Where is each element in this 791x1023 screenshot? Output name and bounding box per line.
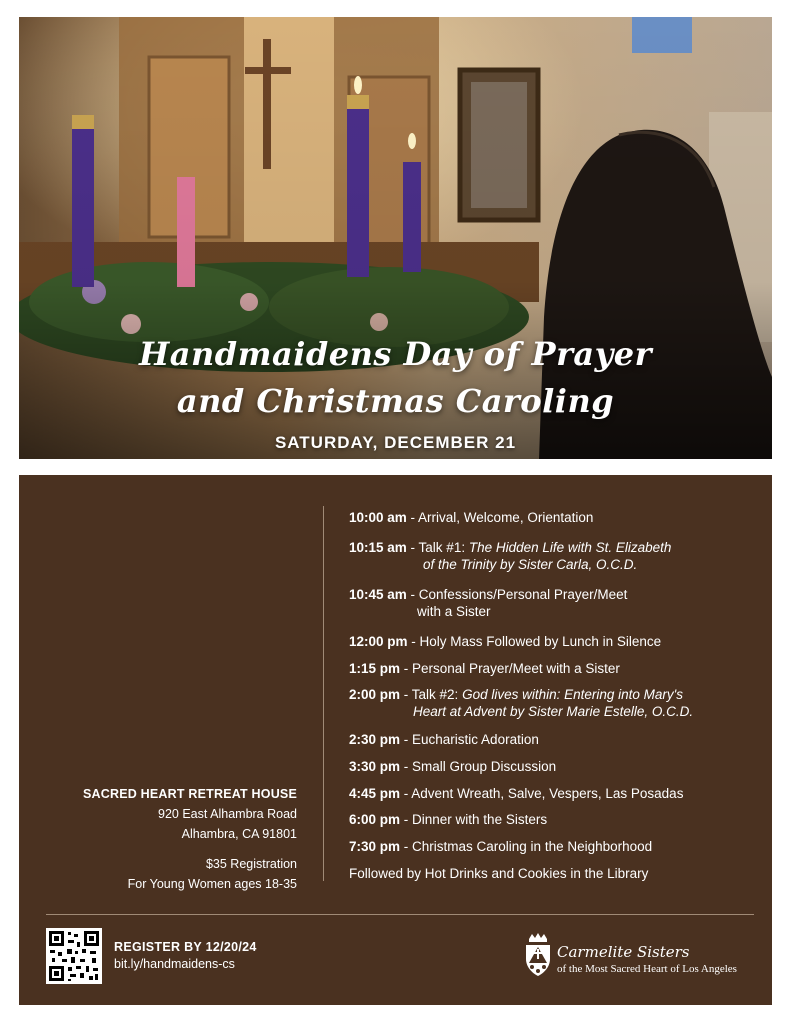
- schedule-item: 2:30 pm - Eucharistic Adoration: [349, 732, 539, 747]
- venue-block: [83, 784, 297, 894]
- schedule-item: 6:00 pm - Dinner with the Sisters: [349, 812, 548, 827]
- schedule-item: 1:15 pm - Personal Prayer/Meet with a Sister: [349, 661, 620, 676]
- venue-address-line2: Alhambra, CA 91801: [181, 827, 297, 841]
- schedule-item: 7:30 pm - Christmas Caroling in the Neighborhood: [349, 839, 653, 854]
- registration-price: $35 Registration: [205, 857, 297, 871]
- qr-code-icon: [46, 928, 102, 984]
- schedule-item: 4:45 pm - Advent Wreath, Salve, Vespers, Las Posadas: [349, 786, 684, 801]
- schedule-item: 2:00 pm - Talk #2: God lives within: Entering into Mary's Heart at Advent by Sister Marie Estelle, O.C.D.: [349, 687, 694, 719]
- schedule-item: 12:00 pm - Holy Mass Followed by Lunch in Silence: [349, 634, 662, 649]
- event-title-line2: and Christmas Caroling: [176, 382, 615, 420]
- qr-code[interactable]: [46, 928, 102, 984]
- audience-note: For Young Women ages 18-35: [127, 877, 297, 891]
- schedule-item: 10:00 am - Arrival, Welcome, Orientation: [349, 510, 594, 525]
- register-link[interactable]: bit.ly/handmaidens-cs: [114, 957, 235, 971]
- registration-info: [114, 939, 257, 973]
- horizontal-divider: [46, 914, 754, 915]
- schedule-item: 3:30 pm - Small Group Discussion: [349, 759, 557, 774]
- schedule-item: 10:45 am - Confessions/Personal Prayer/Meet with a Sister: [349, 587, 628, 619]
- venue-name: SACRED HEART RETREAT HOUSE: [82, 787, 297, 801]
- schedule-item: Followed by Hot Drinks and Cookies in the Library: [349, 866, 649, 881]
- vertical-divider: [323, 506, 324, 881]
- hero-photo: [19, 17, 772, 459]
- schedule-item: 10:15 am - Talk #1: The Hidden Life with St. Elizabeth of the Trinity by Sister Carla, O.C.D.: [349, 540, 672, 572]
- event-date: SATURDAY, DECEMBER 21: [274, 433, 517, 452]
- register-deadline: REGISTER BY 12/20/24: [114, 940, 257, 954]
- venue-address-line1: 920 East Alhambra Road: [158, 807, 297, 821]
- logo-name: Carmelite Sisters: [557, 943, 690, 961]
- logo-subtitle: of the Most Sacred Heart of Los Angeles: [557, 963, 737, 975]
- carmelite-crest-icon: [523, 933, 553, 977]
- event-title-line1: Handmaidens Day of Prayer: [139, 335, 652, 373]
- info-panel: [19, 475, 772, 1005]
